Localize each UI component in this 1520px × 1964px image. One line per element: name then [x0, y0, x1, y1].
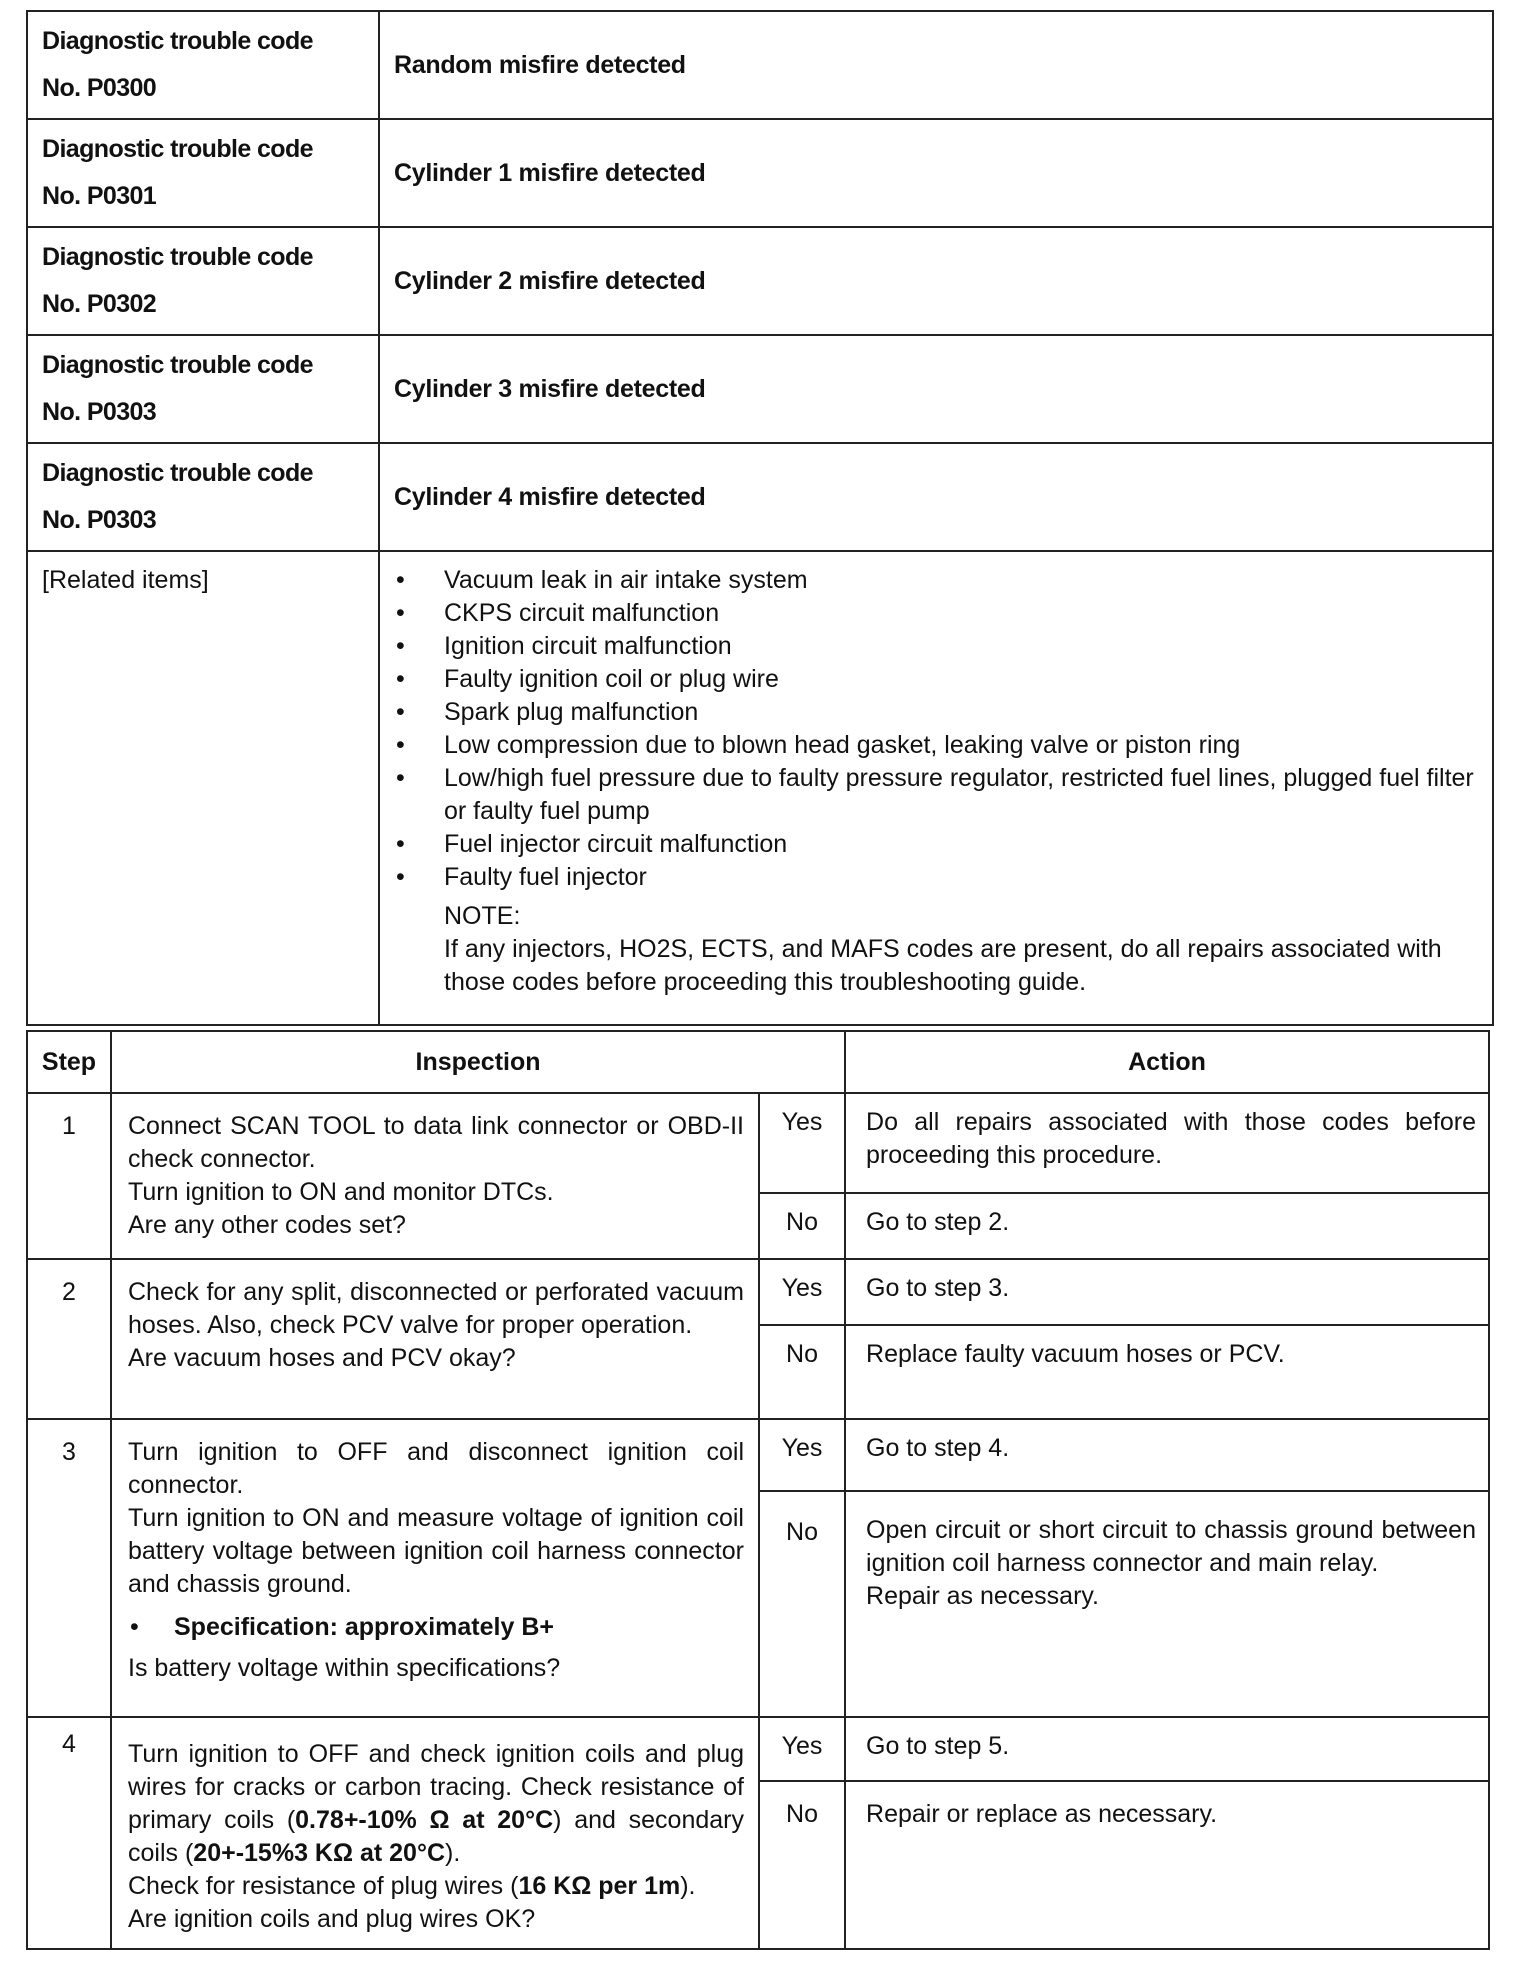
related-items-row	[27, 551, 1493, 1025]
no-label: No	[759, 1193, 845, 1259]
inspection-question: Are ignition coils and plug wires OK?	[128, 1905, 536, 1933]
inspection-text-part: ) and secondary coils (	[128, 1806, 744, 1867]
inspection-cell	[111, 1259, 759, 1419]
inspection-line: Turn ignition to ON and measure voltage of ignition coil battery voltage between ignition coil harness connector and chassis ground.	[128, 1504, 744, 1598]
action-line: Open circuit or short circuit to chassis ground between ignition coil harness connector and main relay.	[866, 1516, 1476, 1577]
yes-label: Yes	[759, 1259, 845, 1325]
plug-wire-spec: 16 KΩ per 1m	[518, 1872, 681, 1900]
yes-action: Go to step 3.	[845, 1259, 1489, 1325]
dtc-row	[27, 443, 1493, 551]
no-label: No	[759, 1491, 845, 1717]
yes-action: Do all repairs associated with those codes before proceeding this procedure.	[845, 1093, 1489, 1193]
no-action: Go to step 2.	[845, 1193, 1489, 1259]
list-item: • Vacuum leak in air intake system	[392, 564, 1478, 597]
dtc-label: Diagnostic trouble code	[42, 351, 313, 379]
inspection-line	[128, 1870, 744, 1903]
action-line: Repair as necessary.	[866, 1582, 1099, 1610]
no-action: Repair or replace as necessary.	[845, 1781, 1489, 1949]
inspection-question: Is battery voltage within specifications?	[128, 1654, 561, 1682]
dtc-code-cell	[27, 119, 379, 227]
dtc-label: Diagnostic trouble code	[42, 27, 313, 55]
inspection-line: Connect SCAN TOOL to data link connector or OBD-II check connector.	[128, 1112, 744, 1173]
no-label: No	[759, 1781, 845, 1949]
inspection-line: Turn ignition to OFF and disconnect ignition coil connector.	[128, 1438, 744, 1499]
dtc-code-cell	[27, 443, 379, 551]
list-item: • Faulty fuel injector	[392, 861, 1478, 894]
dtc-description: Cylinder 4 misfire detected	[379, 443, 1493, 551]
step-row	[27, 1717, 1489, 1781]
step-row	[27, 1419, 1489, 1491]
inspection-header: Inspection	[111, 1031, 845, 1093]
list-item: • Low/high fuel pressure due to faulty pressure regulator, restricted fuel lines, plugged fuel filter or faulty fuel pump	[392, 762, 1478, 828]
dtc-code-cell	[27, 335, 379, 443]
primary-coil-spec: 0.78+-10% Ω at 20°C	[295, 1806, 554, 1834]
dtc-code: No. P0302	[42, 290, 157, 318]
dtc-row	[27, 11, 1493, 119]
dtc-description: Random misfire detected	[379, 11, 1493, 119]
inspection-question: Are any other codes set?	[128, 1211, 406, 1239]
list-item: • Low compression due to blown head gasket, leaking valve or piston ring	[392, 729, 1478, 762]
inspection-text-part: Turn ignition to OFF and check ignition coils and plug wires for cracks or carbon tracing. Check resistance of primary coils (	[128, 1740, 744, 1834]
note-title: NOTE:	[444, 902, 521, 930]
dtc-code: No. P0301	[42, 182, 157, 210]
dtc-row	[27, 335, 1493, 443]
yes-label: Yes	[759, 1419, 845, 1491]
step-header: Step	[27, 1031, 111, 1093]
dtc-code: No. P0300	[42, 74, 157, 102]
step-number: 1	[27, 1093, 111, 1259]
inspection-cell	[111, 1717, 759, 1949]
step-row	[27, 1259, 1489, 1325]
specification: • Specification: approximately B+	[128, 1611, 744, 1644]
yes-action: Go to step 5.	[845, 1717, 1489, 1781]
step-row	[27, 1093, 1489, 1193]
inspection-question: Are vacuum hoses and PCV okay?	[128, 1344, 516, 1372]
step-number: 3	[27, 1419, 111, 1717]
related-items-content	[379, 551, 1493, 1025]
step-number: 2	[27, 1259, 111, 1419]
no-label: No	[759, 1325, 845, 1419]
dtc-label: Diagnostic trouble code	[42, 459, 313, 487]
yes-action: Go to step 4.	[845, 1419, 1489, 1491]
inspection-line: Check for any split, disconnected or perforated vacuum hoses. Also, check PCV valve for proper operation.	[128, 1278, 744, 1339]
inspection-cell	[111, 1093, 759, 1259]
dtc-description: Cylinder 1 misfire detected	[379, 119, 1493, 227]
inspection-text	[128, 1738, 744, 1870]
yes-label: Yes	[759, 1093, 845, 1193]
list-item: • Spark plug malfunction	[392, 696, 1478, 729]
secondary-coil-spec: 20+-15%3 KΩ at 20°C	[193, 1839, 445, 1867]
step-table	[26, 1030, 1490, 1950]
header-row	[27, 1031, 1489, 1093]
yes-label: Yes	[759, 1717, 845, 1781]
list-item: • Fuel injector circuit malfunction	[392, 828, 1478, 861]
no-action: Replace faulty vacuum hoses or PCV.	[845, 1325, 1489, 1419]
list-item: • Faulty ignition coil or plug wire	[392, 663, 1478, 696]
related-items-list	[392, 564, 1478, 894]
list-item: • CKPS circuit malfunction	[392, 597, 1478, 630]
inspection-line: Turn ignition to ON and monitor DTCs.	[128, 1178, 554, 1206]
dtc-code-cell	[27, 11, 379, 119]
inspection-text-part: Check for resistance of plug wires (	[128, 1872, 519, 1900]
dtc-code: No. P0303	[42, 398, 157, 426]
dtc-row	[27, 119, 1493, 227]
dtc-code-cell	[27, 227, 379, 335]
dtc-description: Cylinder 2 misfire detected	[379, 227, 1493, 335]
related-items-label: [Related items]	[27, 551, 379, 1025]
step-number: 4	[27, 1717, 111, 1949]
no-action	[845, 1491, 1489, 1717]
list-item: • Ignition circuit malfunction	[392, 630, 1478, 663]
dtc-table	[26, 10, 1494, 1026]
note-text: If any injectors, HO2S, ECTS, and MAFS codes are present, do all repairs associated with those codes before proceeding this troubleshooting guide.	[444, 935, 1442, 996]
dtc-row	[27, 227, 1493, 335]
dtc-label: Diagnostic trouble code	[42, 243, 313, 271]
inspection-text-part: ).	[445, 1839, 461, 1867]
inspection-cell	[111, 1419, 759, 1717]
note-block	[392, 900, 1478, 999]
dtc-code: No. P0303	[42, 506, 157, 534]
dtc-label: Diagnostic trouble code	[42, 135, 313, 163]
inspection-text-part: ).	[680, 1872, 696, 1900]
dtc-description: Cylinder 3 misfire detected	[379, 335, 1493, 443]
action-header: Action	[845, 1031, 1489, 1093]
